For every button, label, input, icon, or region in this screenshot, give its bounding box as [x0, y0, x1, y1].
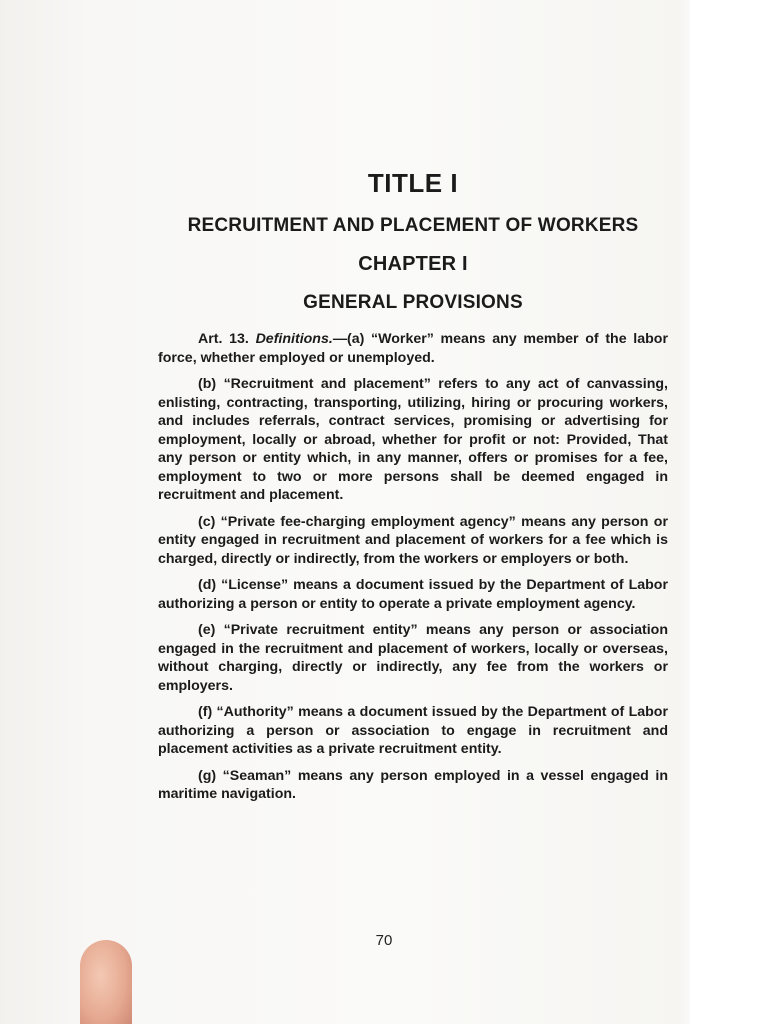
- title-subtitle: RECRUITMENT AND PLACEMENT OF WORKERS: [187, 215, 639, 236]
- chapter-title: GENERAL PROVISIONS: [303, 292, 523, 313]
- article-intro: —(a) “Worker” means any member of the labor force, whether employed or unemployed.: [158, 331, 668, 366]
- chapter-heading: CHAPTER I: [358, 253, 468, 275]
- page-content: [158, 160, 668, 812]
- definition-paragraph-d: (d) “License” means a document issued by the Department of Labor authorizing a person or entity to operate a private employment agency.: [158, 577, 668, 612]
- article-paragraph-a: [158, 330, 668, 367]
- right-background: [690, 0, 768, 1024]
- title-heading: TITLE I: [367, 168, 459, 198]
- page-number: 70: [375, 932, 393, 949]
- article-number: Art. 13.: [198, 331, 249, 347]
- definition-paragraph-b: (b) “Recruitment and placement” refers to any act of canvassing, enlisting, contracting, transporting, utilizing, hiring or procuring workers, and includes referrals, contract services, promising or advertising for employment, locally or abroad, whether for profit or not: Provided, That any person or entity which, in any manner, offers or promises for a fee, employment to two or more persons shall be deemed engaged in recruitment and placement.: [158, 376, 668, 503]
- definition-paragraph-g: (g) “Seaman” means any person employed in a vessel engaged in maritime navigation.: [158, 767, 668, 802]
- definition-paragraph-c: (c) “Private fee-charging employment agency” means any person or entity engaged in recruitment and placement of workers for a fee which is charged, directly or indirectly, from the workers or employers or both.: [158, 513, 668, 567]
- article-heading: Definitions.: [255, 331, 333, 347]
- definition-paragraph-f: (f) “Authority” means a document issued by the Department of Labor authorizing a person or association to engage in recruitment and placement activities as a private recruitment entity.: [158, 704, 668, 757]
- thumb-image: [80, 940, 132, 1024]
- definition-paragraph-e: (e) “Private recruitment entity” means any person or association engaged in the recruitment and placement of workers, locally or overseas, without charging, directly or indirectly, any fee from the workers or employers.: [158, 622, 668, 694]
